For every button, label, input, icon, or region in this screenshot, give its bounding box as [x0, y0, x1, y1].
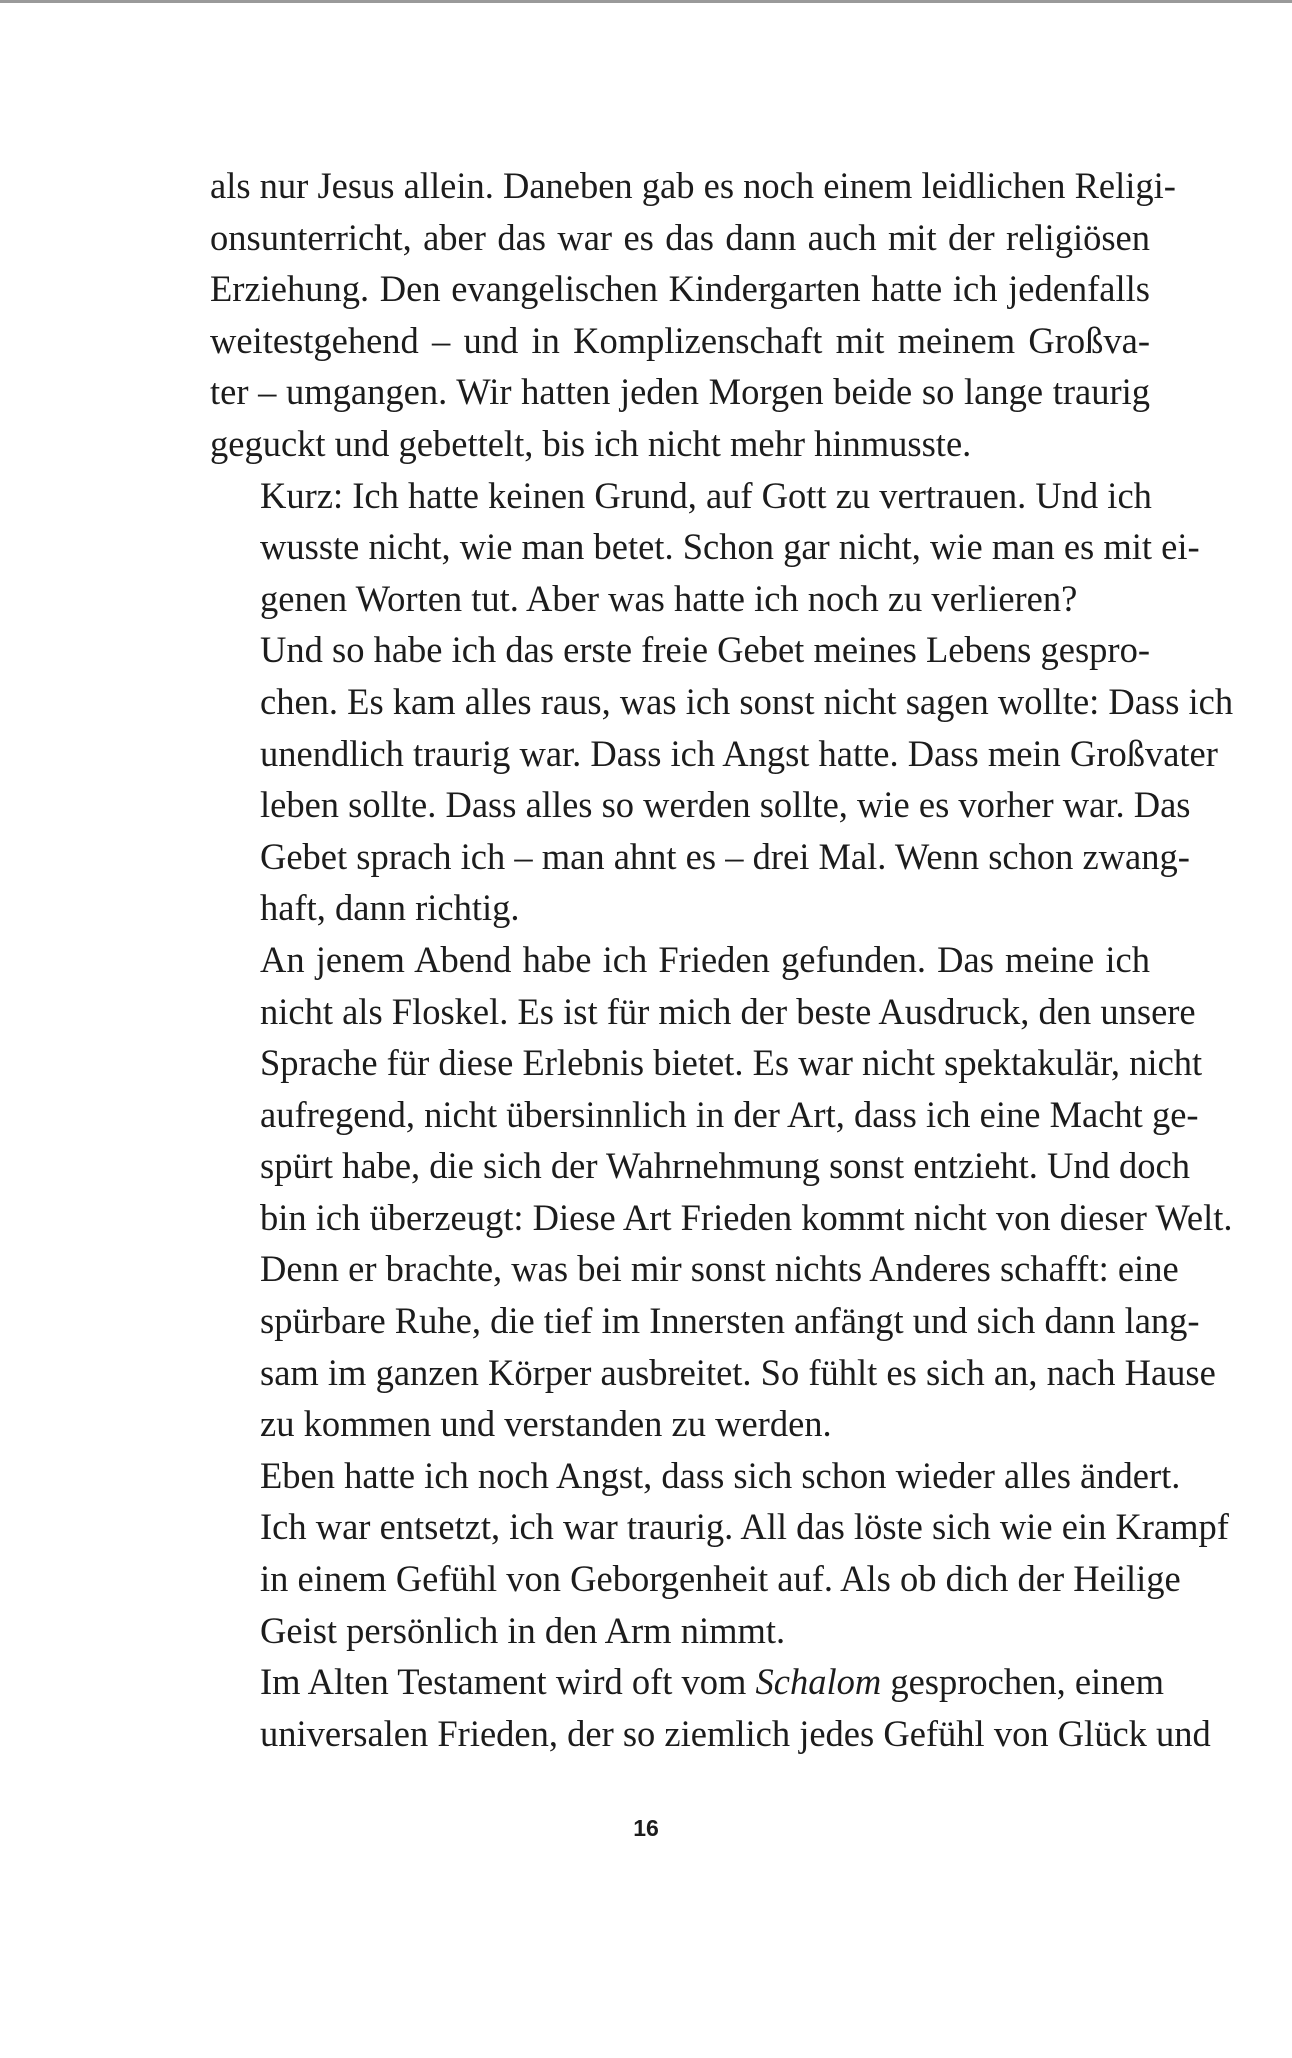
text-line: spürt habe, die sich der Wahrnehmung sonst entzieht. Und doch — [260, 1145, 1190, 1187]
text-line: Geist persönlich in den Arm nimmt. — [260, 1609, 786, 1651]
text-line: leben sollte. Dass alles so werden sollte, wie es vorher war. Das — [260, 784, 1191, 826]
text-line: wusste nicht, wie man betet. Schon gar nicht, wie man es mit ei- — [260, 526, 1200, 568]
text-line: in einem Gefühl von Geborgenheit auf. Als ob dich der Heilige — [260, 1558, 1181, 1600]
text-line: Ich war entsetzt, ich war traurig. All das löste sich wie ein Krampf — [260, 1506, 1229, 1548]
text-line: Gebet sprach ich – man ahnt es – drei Mal. Wenn schon zwang- — [260, 835, 1190, 877]
text-line: zu kommen und verstanden zu werden. — [260, 1403, 832, 1445]
text-line: An jenem Abend habe ich Frieden gefunden. Das meine ich — [260, 938, 1150, 980]
emphasized-term: Schalom — [755, 1661, 882, 1703]
text-line: Kurz: Ich hatte keinen Grund, auf Gott zu vertrauen. Und ich — [260, 474, 1152, 516]
text-line: Eben hatte ich noch Angst, dass sich schon wieder alles ändert. — [260, 1454, 1181, 1496]
paragraph-2 — [210, 470, 1200, 625]
text-line: spürbare Ruhe, die tief im Innersten anfängt und sich dann lang- — [260, 1300, 1200, 1342]
text-line: nicht als Floskel. Es ist für mich der beste Ausdruck, den unsere — [260, 990, 1196, 1032]
paragraph-3 — [210, 624, 1234, 934]
text-line: aufregend, nicht übersinnlich in der Art, dass ich eine Macht ge- — [260, 1093, 1199, 1135]
text-line: genen Worten tut. Aber was hatte ich noch zu verlieren? — [260, 577, 1078, 619]
page-number: 16 — [633, 1815, 659, 1841]
paragraph-5 — [210, 1450, 1229, 1656]
text-segment: gesprochen, einem — [881, 1661, 1165, 1703]
text-line: onsunterricht, aber das war es das dann auch mit der religiösen — [210, 216, 1150, 258]
text-line: geguckt und gebettelt, bis ich nicht mehr hinmusste. — [210, 422, 972, 464]
text-line: weitestgehend – und in Komplizenschaft mit meinem Großva- — [210, 319, 1150, 361]
text-line: Und so habe ich das erste freie Gebet meines Lebens gespro- — [260, 629, 1150, 671]
text-line: haft, dann richtig. — [260, 887, 520, 929]
text-line: universalen Frieden, der so ziemlich jedes Gefühl von Glück und — [260, 1712, 1211, 1754]
paragraph-6 — [210, 1656, 1211, 1759]
paragraph-4 — [210, 934, 1233, 1450]
text-line: chen. Es kam alles raus, was ich sonst nicht sagen wollte: Dass ich — [260, 680, 1234, 722]
text-line: Denn er brachte, was bei mir sonst nichts Anderes schafft: eine — [260, 1248, 1179, 1290]
text-line: unendlich traurig war. Dass ich Angst hatte. Dass mein Großvater — [260, 732, 1218, 774]
text-line: bin ich überzeugt: Diese Art Frieden kommt nicht von dieser Welt. — [260, 1196, 1233, 1238]
text-line: Erziehung. Den evangelischen Kindergarten hatte ich jedenfalls — [210, 268, 1150, 310]
text-segment: Im Alten Testament wird oft vom — [260, 1661, 756, 1703]
text-line — [210, 1656, 1165, 1708]
paragraph-1 — [210, 160, 1176, 470]
text-line: ter – umgangen. Wir hatten jeden Morgen beide so lange traurig — [210, 371, 1150, 413]
text-line: Sprache für diese Erlebnis bietet. Es war nicht spektakulär, nicht — [260, 1042, 1203, 1084]
text-line: sam im ganzen Körper ausbreitet. So fühlt es sich an, nach Hause — [260, 1351, 1216, 1393]
body-text — [210, 160, 1234, 1759]
text-line: als nur Jesus allein. Daneben gab es noch einem leidlichen Religi- — [210, 165, 1176, 206]
top-border-line — [0, 0, 1292, 3]
